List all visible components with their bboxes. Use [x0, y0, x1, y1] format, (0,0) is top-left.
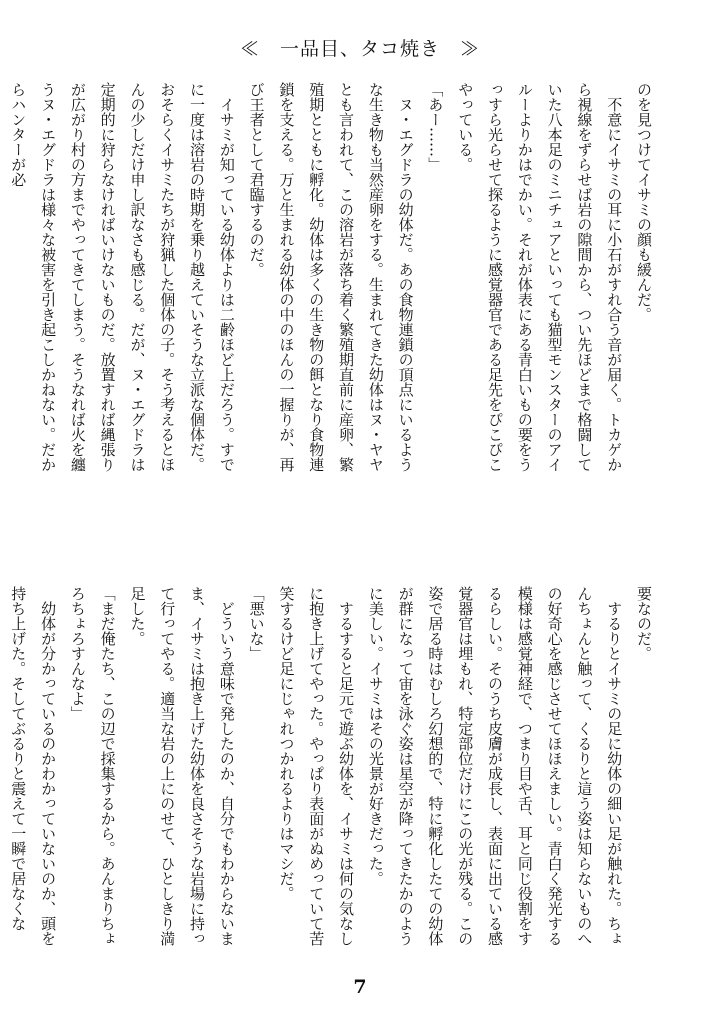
dialogue-line: 「まだ俺たち、この辺で採集するから。あんまりちょろちょろすんなよ」 [68, 586, 117, 946]
dialogue-line: 「悪いな」 [247, 586, 266, 661]
text-column-top [9, 82, 658, 486]
paragraph: のを見つけてイサミの顔も緩んだ。 [635, 82, 653, 322]
paragraph: どういう意味で発したのか、自分でもわからないまま、イサミは抱き上げた幼体を良さそうな岩場に持って行ってやる。適当な岩の上にのせて、ひとしきり満足した。 [128, 586, 236, 946]
paragraph: 不意にイサミの耳に小石がすれ合う音が届く。トカゲから視線をずらせば岩の隙間から、つい先ほどまで格闘していた八本足のミニチュアといっても猫型モンスターのアイルーよりかはでかい。それが体表にある青白いもの要をうっすら光らせて探るように感覚器官である足先をぴこぴこやっている。 [456, 82, 624, 472]
paragraph: イサミが知っている幼体よりは二齢ほど上だろう。すでに一度は溶岩の時期を乗り越えていそうな立派な個体だ。おそらくイサミたちが狩猟した個体の子。そう考えるとほんの少しだけ申し訳なさも感じる。だが、ヌ・エグドラは定期的に狩らなければいけないものだ。放置すれば縄張りが広がり村の方までやってきてしまう。そうなれば火を纏うヌ・エグドラは様々な被害を引き起こしかねない。だからハンターが必 [9, 82, 236, 472]
page-number: 7 [353, 976, 367, 998]
paragraph: ヌ・エグドラの幼体だ。あの食物連鎖の頂点にいるような生き物も当然産卵をする。生まれてきた幼体はヌ・ヤヤとも言われて、この溶岩が落ち着く繁殖期直前に産卵、繁殖期とともに孵化。幼体は多くの生き物の餌となり食物連鎖を支える。万と生まれる幼体の中のほんの一握りが、再び王者として君臨するのだ。 [247, 82, 415, 472]
paragraph: 幼体が分かっているのかわかっていないのか、頭を持ち上げた。そしてぶるりと震えて一瞬で居なくな [9, 586, 58, 946]
paragraph: するりとイサミの足に幼体の細い足が触れた。ちょんちょんと触って、くるりと這う姿は知らないものへの好奇心を感じさせてほほえましい。青白く発光する模様は感覚神経で、つまり目や舌、耳と同じ役割をするらしい。そのうち皮膚が成長し、表面に出ている感覚器官は埋もれ、特定部位だけにこの光が残る。この姿で居る時はむしろ幻想的で、特に孵化したての幼体が群になって宙を泳ぐ姿は星空が降ってきたかのように美しい。イサミはその光景が好きだった。 [366, 586, 624, 946]
paragraph: 要なのだ。 [635, 586, 653, 661]
chapter-title: ≪ 一品目、タコ焼き ≫ [239, 38, 480, 60]
paragraph: するすると足元で遊ぶ幼体を、イサミは何の気なしに抱き上げてやった。やっぱり表面がぬめっていて苦笑するけど足にじゃれつかれるよりはマシだ。 [277, 586, 356, 946]
dialogue-line: 「あー……」 [426, 82, 445, 172]
text-column-bottom [9, 586, 658, 956]
